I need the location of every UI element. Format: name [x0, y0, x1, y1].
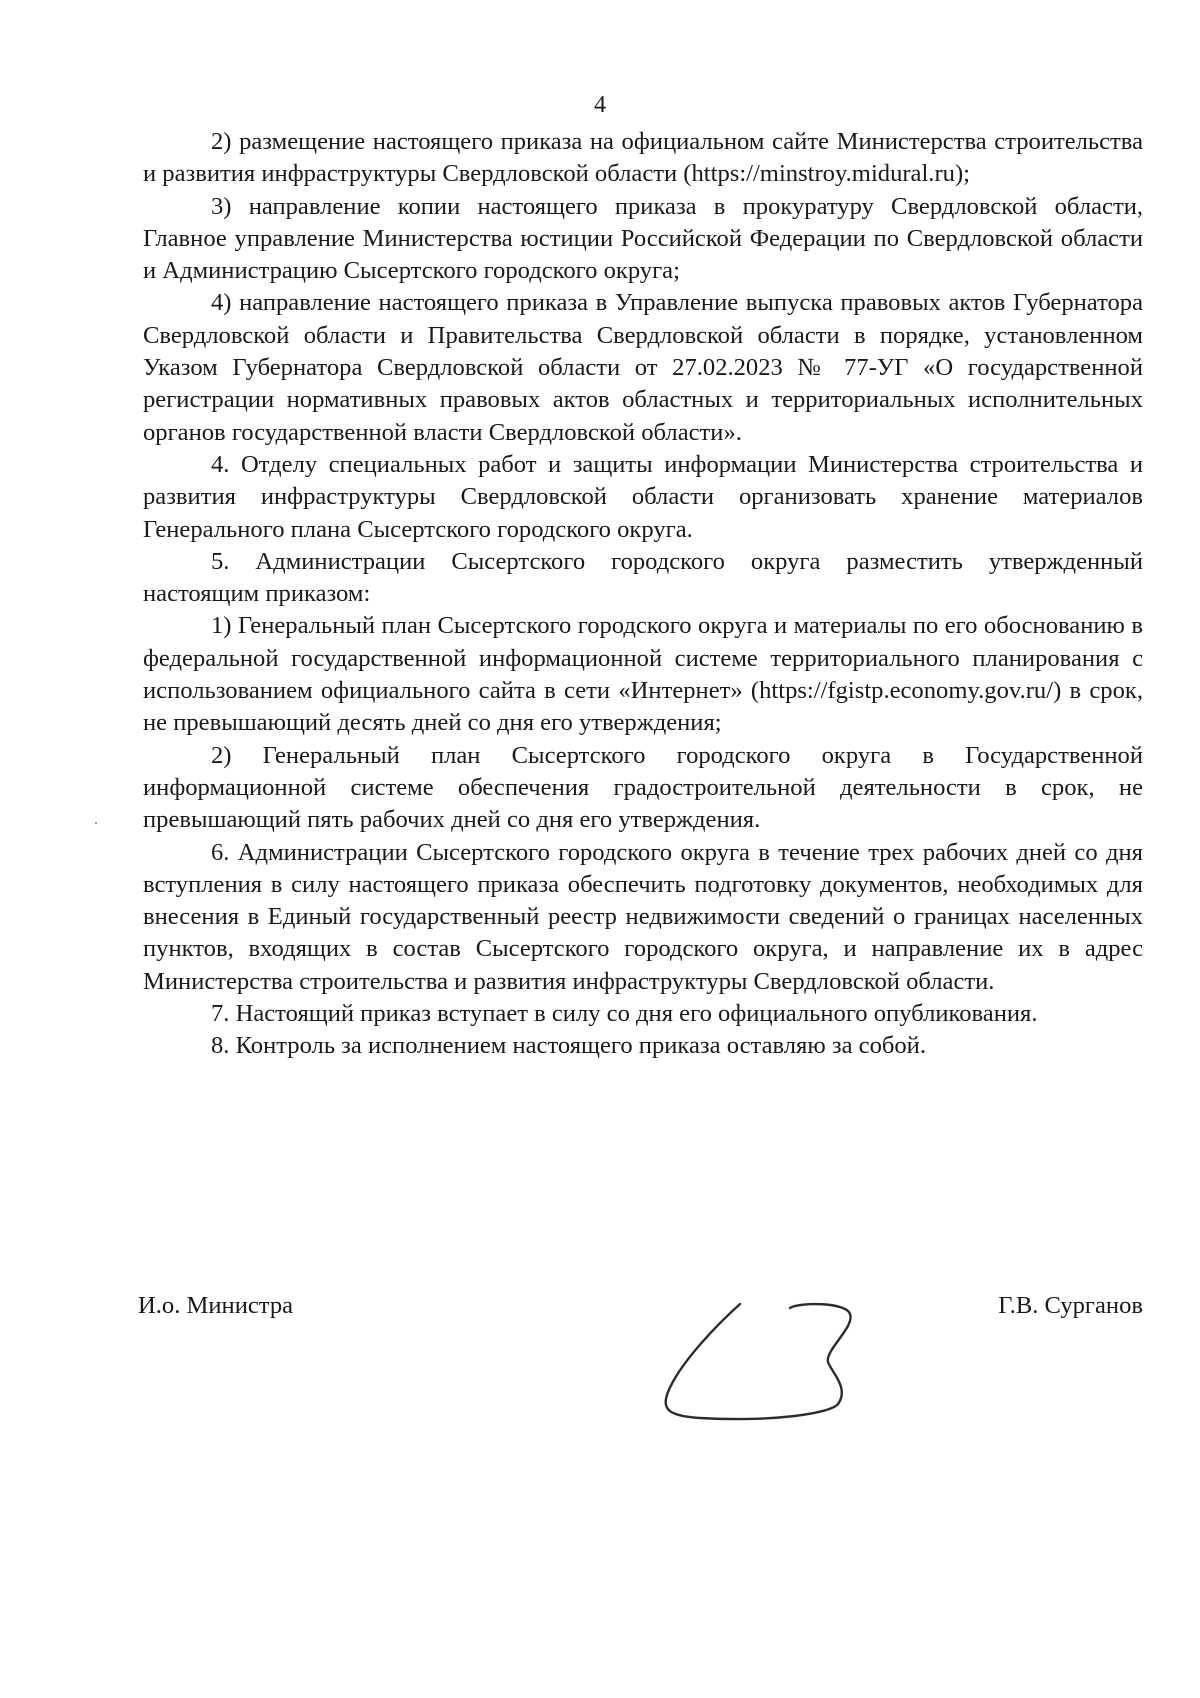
handwritten-signature — [660, 1292, 920, 1432]
paragraph-section-5-item-1: 1) Генеральный план Сысертского городского округа и материалы по его обоснованию в федеральной государственной информационной системе территориального планирования с использованием официального сайта в сети «Интернет» (https://fgistp.economy.gov.ru/) в срок, не превышающий десять дней со дня его утверждения; — [143, 612, 1143, 737]
paragraph-section-5-placement: 5. Администрации Сысертского городского округа разместить утвержденный настоящим приказом: — [143, 547, 1143, 608]
document-body — [143, 126, 1143, 1063]
paragraph-item-4-legal-acts: 4) направление настоящего приказа в Управление выпуска правовых актов Губернатора Свердловской области и Правительства Свердловской области в порядке, установленном Указом Губернатора Свердловской области от 27.02.2023 № 77-УГ «О государственной регистрации нормативных правовых актов областных и территориальных исполнительных органов государственной власти Свердловской области». — [143, 289, 1143, 446]
paragraph-item-3-copies: 3) направление копии настоящего приказа в прокуратуру Свердловской области, Главное управление Министерства юстиции Российской Федерации по Свердловской области и Администрацию Сысертского городского округа; — [143, 192, 1143, 285]
paragraph-item-2-publication-site: 2) размещение настоящего приказа на официальном сайте Министерства строительства и развития инфраструктуры Свердловской области (https://minstroy.midural.ru); — [143, 128, 1143, 188]
signatory-position: И.о. Министра — [138, 1292, 294, 1319]
paragraph-section-6-registry: 6. Администрации Сысертского городского округа в течение трех рабочих дней со дня вступления в силу настоящего приказа обеспечить подготовку документов, необходимых для внесения в Единый государственный реестр недвижимости сведений о границах населенных пунктов, входящих в состав Сысертского городского округа, и направление их в адрес Министерства строительства и развития инфраструктуры Свердловской области. — [143, 838, 1143, 995]
paragraph-section-5-item-2: 2) Генеральный план Сысертского городского округа в Государственной информационной системе обеспечения градостроительной деятельности в срок, не превышающий пять рабочих дней со дня его утверждения. — [143, 741, 1143, 834]
page-number: 4 — [594, 92, 606, 118]
signatory-name: Г.В. Сурганов — [998, 1292, 1143, 1319]
paragraph-section-7-effective: 7. Настоящий приказ вступает в силу со дня его официального опубликования. — [211, 1000, 1038, 1028]
paragraph-section-4-storage: 4. Отделу специальных работ и защиты информации Министерства строительства и развития инфраструктуры Свердловской области организовать хранение материалов Генерального плана Сысертского городского округа. — [143, 450, 1143, 543]
paragraph-section-8-control: 8. Контроль за исполнением настоящего приказа оставляю за собой. — [211, 1032, 926, 1060]
signature-block — [138, 1290, 1143, 1330]
scan-artifact — [95, 822, 97, 824]
